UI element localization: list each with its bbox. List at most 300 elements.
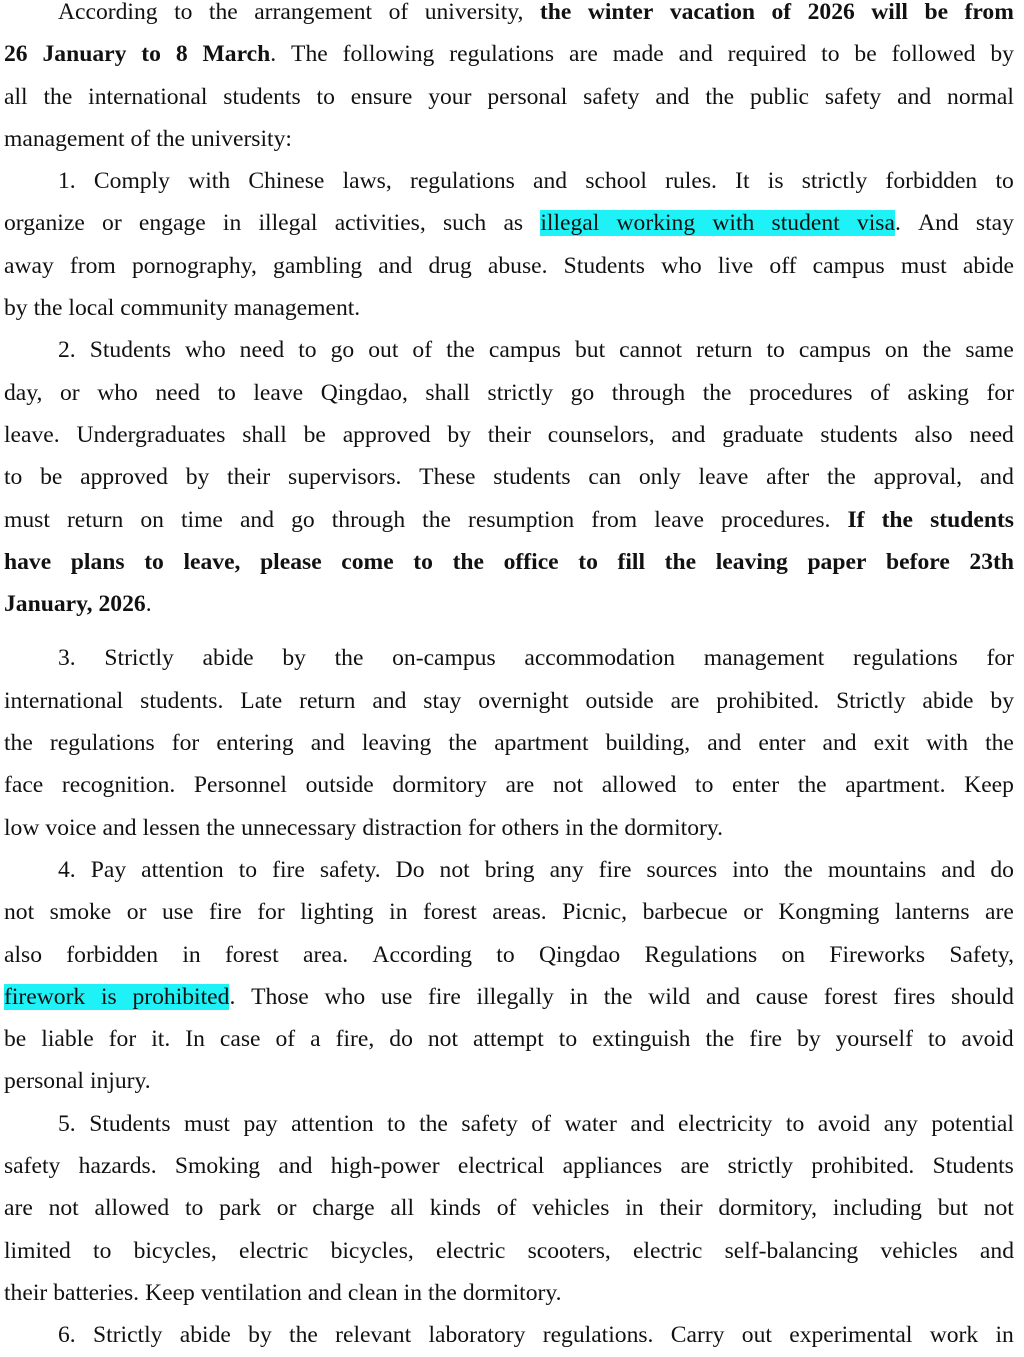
- text: management.: [233, 295, 361, 322]
- word: [501, 807, 559, 849]
- text: same: [965, 337, 1014, 364]
- text: supervisors.: [288, 464, 402, 491]
- word: [93, 1314, 162, 1356]
- bold-text: be: [924, 0, 949, 25]
- text: shall: [242, 421, 287, 448]
- text: are: [568, 41, 598, 68]
- text: who: [97, 379, 138, 406]
- word: [67, 499, 123, 541]
- word: [389, 0, 409, 33]
- text: scooters,: [527, 1237, 611, 1264]
- word: [140, 499, 164, 541]
- word: [924, 0, 948, 33]
- word: [749, 372, 853, 414]
- bold-text: paper: [807, 548, 867, 575]
- word: [4, 934, 42, 976]
- word: [127, 891, 147, 933]
- word: [749, 1018, 782, 1060]
- word: [766, 456, 809, 498]
- paragraph-rule-3: [4, 637, 1014, 848]
- word: [145, 1272, 195, 1314]
- text: in: [182, 941, 201, 968]
- word: [174, 0, 192, 33]
- text: electrical: [457, 1153, 545, 1180]
- word: [532, 1187, 609, 1229]
- word: [897, 76, 931, 118]
- text: for: [986, 379, 1014, 406]
- text: following: [342, 41, 435, 68]
- word: [95, 1187, 170, 1229]
- text: Qingdao: [538, 941, 621, 968]
- word: [183, 541, 240, 583]
- word: [443, 202, 486, 244]
- text: The: [291, 41, 328, 68]
- word: [562, 891, 627, 933]
- word: [789, 1314, 912, 1356]
- word: [362, 722, 431, 764]
- text: from: [69, 252, 116, 279]
- text: students: [223, 83, 301, 110]
- bold-text: leave,: [183, 548, 241, 575]
- text: fire: [272, 856, 305, 883]
- word: [389, 891, 407, 933]
- text: and: [979, 1237, 1014, 1264]
- text: face: [4, 772, 44, 799]
- text: Regulations: [644, 941, 758, 968]
- word: [155, 372, 200, 414]
- word: [331, 329, 355, 371]
- text: personal: [4, 1068, 84, 1095]
- word: [655, 76, 689, 118]
- text: by: [248, 1322, 272, 1349]
- text: safety: [4, 1153, 61, 1180]
- word: [477, 976, 554, 1018]
- text: not: [439, 856, 470, 883]
- word: [209, 0, 238, 33]
- highlighted-text: illegal: [540, 210, 616, 236]
- text: building,: [605, 730, 691, 757]
- text: the: [422, 506, 451, 533]
- text: to: [93, 1237, 112, 1264]
- word: [335, 202, 426, 244]
- text: into: [732, 856, 769, 883]
- text: for: [986, 645, 1014, 672]
- word: [336, 1018, 375, 1060]
- word: [389, 1018, 413, 1060]
- text: is: [767, 168, 784, 195]
- text-line: [4, 202, 1014, 244]
- text: forbidden: [885, 168, 978, 195]
- text: the: [33, 295, 63, 322]
- word: [808, 0, 855, 33]
- text: In: [185, 1026, 205, 1053]
- word: [317, 76, 335, 118]
- bold-text: 8: [175, 41, 188, 68]
- bold-text: January: [42, 41, 127, 68]
- word: [428, 1314, 525, 1356]
- text-line: [4, 414, 1014, 456]
- text: fire,: [335, 1026, 375, 1053]
- text: recognition.: [61, 772, 176, 799]
- word: [58, 849, 76, 891]
- text: and: [307, 1279, 342, 1306]
- text: to: [298, 337, 317, 364]
- text: and: [655, 83, 690, 110]
- text: must: [4, 506, 50, 533]
- word: [646, 849, 717, 891]
- text: made: [612, 41, 664, 68]
- word: [428, 1018, 458, 1060]
- word: [639, 456, 681, 498]
- word: [630, 1103, 664, 1145]
- text: distraction: [362, 814, 462, 841]
- word: [436, 1230, 505, 1272]
- word: [990, 33, 1014, 75]
- word: [41, 1018, 93, 1060]
- text: allowed: [601, 772, 677, 799]
- text: forest: [423, 899, 477, 926]
- text-line: [4, 456, 1014, 498]
- text: the: [446, 337, 475, 364]
- text-line: [4, 0, 1014, 33]
- word: [820, 414, 897, 456]
- word: [4, 245, 54, 287]
- word: [829, 934, 925, 976]
- text: self-balancing: [724, 1237, 859, 1264]
- word: [240, 329, 285, 371]
- word: [901, 245, 947, 287]
- text: Fireworks: [829, 941, 926, 968]
- word: [468, 499, 574, 541]
- text: the: [289, 1322, 318, 1349]
- word: [234, 287, 360, 329]
- word: [756, 976, 808, 1018]
- text: such: [442, 210, 487, 237]
- text: must: [184, 1110, 230, 1137]
- word: [447, 414, 471, 456]
- word: [914, 414, 952, 456]
- text: abide: [962, 252, 1014, 279]
- text-line: [4, 160, 1014, 202]
- text: return: [696, 337, 753, 364]
- text-line: [4, 541, 1014, 583]
- text: and: [239, 506, 275, 533]
- text-line: [4, 722, 1014, 764]
- text: to: [821, 41, 840, 68]
- text: to: [238, 856, 258, 883]
- word: [217, 372, 235, 414]
- text: Undergraduates: [76, 421, 226, 448]
- word: [185, 329, 226, 371]
- text: leave: [654, 506, 704, 533]
- text: yourself: [835, 1026, 913, 1053]
- word: [88, 76, 207, 118]
- text: fire: [428, 983, 461, 1010]
- word: [591, 499, 637, 541]
- text-line: [4, 1314, 1014, 1356]
- word: [304, 414, 326, 456]
- word: [102, 202, 122, 244]
- text: Strictly: [104, 645, 174, 672]
- word: [473, 1018, 544, 1060]
- word: [885, 329, 909, 371]
- word: [583, 76, 639, 118]
- text: the: [428, 1279, 457, 1306]
- text: regulations: [49, 730, 155, 757]
- word: [503, 202, 523, 244]
- text: do: [389, 1026, 413, 1053]
- text: day,: [4, 379, 43, 406]
- word: [335, 637, 364, 679]
- text: Keep: [964, 772, 1014, 799]
- word: [807, 541, 866, 583]
- text: management: [4, 125, 125, 152]
- text: return: [299, 687, 356, 714]
- text: to: [217, 379, 236, 406]
- text-line: [4, 245, 1014, 287]
- word: [931, 1103, 1014, 1145]
- word: [478, 680, 568, 722]
- text: on: [781, 941, 806, 968]
- word: [335, 1314, 411, 1356]
- text: dormitory.: [462, 1279, 562, 1306]
- text: clean: [347, 1279, 398, 1306]
- text: only: [638, 464, 681, 491]
- text: with: [188, 168, 231, 195]
- text: abuse.: [487, 252, 548, 279]
- text: barbecue: [642, 899, 728, 926]
- bold-text: winter: [587, 0, 654, 25]
- text: the: [208, 0, 238, 25]
- text: attention: [291, 1110, 374, 1137]
- word: [185, 1187, 203, 1229]
- text: fire: [749, 1026, 783, 1053]
- word: [836, 1018, 913, 1060]
- word: [70, 245, 116, 287]
- text: vehicles: [532, 1195, 610, 1222]
- text: 6.: [58, 1322, 76, 1349]
- word: [718, 1187, 817, 1229]
- word: [680, 1145, 709, 1187]
- text: dormitory,: [718, 1195, 818, 1222]
- word: [4, 118, 125, 160]
- text: of: [130, 125, 151, 152]
- word: [144, 541, 164, 583]
- text: rules.: [665, 168, 717, 195]
- text: to: [316, 83, 335, 110]
- bold-text: 2026: [98, 591, 146, 618]
- text: from: [591, 506, 638, 533]
- word: [225, 934, 279, 976]
- word: [68, 287, 114, 329]
- word: [679, 33, 713, 75]
- word: [291, 1103, 374, 1145]
- word: [248, 160, 324, 202]
- word: [933, 1145, 1014, 1187]
- word: [699, 456, 749, 498]
- text-line: [4, 680, 1014, 722]
- word: [565, 807, 583, 849]
- bold-text: March: [202, 41, 271, 68]
- text: Students: [89, 1110, 171, 1137]
- text: public: [750, 83, 809, 110]
- word: [926, 722, 968, 764]
- bold-text: of: [771, 0, 792, 25]
- word: [141, 849, 224, 891]
- paragraph-rule-5: [4, 1103, 1014, 1314]
- word: [571, 372, 595, 414]
- text: appliances: [562, 1153, 663, 1180]
- word: [348, 1272, 398, 1314]
- word: [50, 891, 112, 933]
- text: Comply: [93, 168, 170, 195]
- text: and: [378, 252, 413, 279]
- text: bring: [484, 856, 535, 883]
- text: to: [785, 1110, 805, 1137]
- text: for: [171, 730, 200, 757]
- word: [428, 976, 461, 1018]
- text: abide: [179, 1322, 231, 1349]
- text: a: [310, 1026, 321, 1053]
- word: [882, 499, 913, 541]
- text: and: [533, 168, 568, 195]
- word: [827, 456, 856, 498]
- bold-text: from: [964, 0, 1014, 25]
- word: [722, 414, 803, 456]
- word: [4, 456, 22, 498]
- word: [624, 807, 723, 849]
- word: [288, 456, 401, 498]
- text: kinds: [429, 1195, 481, 1222]
- text: the: [827, 464, 856, 491]
- word: [343, 414, 431, 456]
- word: [58, 1314, 76, 1356]
- text: Students: [89, 337, 171, 364]
- text: their: [227, 464, 271, 491]
- text: allowed: [94, 1195, 170, 1222]
- word: [332, 499, 405, 541]
- word: [240, 499, 274, 541]
- text: overnight: [478, 687, 569, 714]
- text: forest: [823, 983, 878, 1010]
- word: [893, 976, 935, 1018]
- word: [880, 1230, 957, 1272]
- text: and: [822, 730, 857, 757]
- text: university:: [191, 125, 292, 152]
- text: procedures: [749, 379, 853, 406]
- word: [156, 118, 185, 160]
- text: Picnic,: [562, 899, 628, 926]
- text: students: [493, 464, 571, 491]
- text: electric: [632, 1237, 703, 1264]
- text: in: [625, 1195, 644, 1222]
- word: [34, 287, 63, 329]
- bold-text: to: [144, 548, 164, 575]
- text-line: [4, 976, 1014, 1018]
- word: [735, 160, 749, 202]
- word: [362, 807, 462, 849]
- word: [176, 33, 188, 75]
- text: counselors,: [547, 421, 655, 448]
- text: apartment.: [845, 772, 946, 799]
- text-line: [4, 1018, 1014, 1060]
- text: and: [897, 83, 932, 110]
- word: [40, 456, 62, 498]
- word: [847, 499, 864, 541]
- word: [884, 1103, 918, 1145]
- bold-text: 26: [4, 41, 28, 68]
- word: [706, 976, 740, 1018]
- word: [80, 456, 168, 498]
- text: go: [291, 506, 315, 533]
- word: [4, 1018, 26, 1060]
- text: and: [630, 1110, 665, 1137]
- text: laws,: [342, 168, 392, 195]
- text: safety: [461, 1110, 518, 1137]
- word: [4, 1060, 84, 1102]
- text: be: [854, 41, 877, 68]
- text: relevant: [335, 1322, 412, 1349]
- word: [4, 541, 51, 583]
- text: arrangement: [254, 0, 373, 25]
- word: [4, 287, 28, 329]
- word: [612, 372, 685, 414]
- word: [58, 1103, 76, 1145]
- word: [969, 541, 1014, 583]
- text: procedures.: [721, 506, 831, 533]
- word: [162, 891, 193, 933]
- text: gambling: [273, 252, 363, 279]
- text: According: [372, 941, 473, 968]
- word: [721, 499, 830, 541]
- text: exit: [873, 730, 910, 757]
- word: [797, 1018, 821, 1060]
- text: local: [68, 295, 115, 322]
- text: not: [48, 1195, 79, 1222]
- word: [390, 1187, 414, 1229]
- word: [60, 372, 80, 414]
- text: be: [4, 1026, 27, 1053]
- text-line: [4, 76, 1014, 118]
- text: time: [180, 506, 223, 533]
- word: [930, 499, 1014, 541]
- word: [985, 722, 1014, 764]
- bold-text: to: [413, 548, 433, 575]
- text: asking: [907, 379, 969, 406]
- word: [857, 202, 901, 244]
- text: school: [585, 168, 647, 195]
- word: [254, 0, 372, 33]
- text: with: [926, 730, 969, 757]
- word: [4, 722, 33, 764]
- word: [528, 1230, 611, 1272]
- word: [524, 637, 675, 679]
- text-line: [4, 499, 1014, 541]
- text: or: [743, 899, 763, 926]
- word: [578, 541, 598, 583]
- word: [4, 1230, 71, 1272]
- word: [50, 722, 155, 764]
- highlighted-text: student: [772, 210, 857, 236]
- word: [907, 372, 969, 414]
- word: [485, 849, 535, 891]
- word: [918, 202, 959, 244]
- text: students: [820, 421, 898, 448]
- text: but: [937, 1195, 968, 1222]
- word: [419, 1103, 448, 1145]
- word: [665, 160, 717, 202]
- word: [703, 372, 732, 414]
